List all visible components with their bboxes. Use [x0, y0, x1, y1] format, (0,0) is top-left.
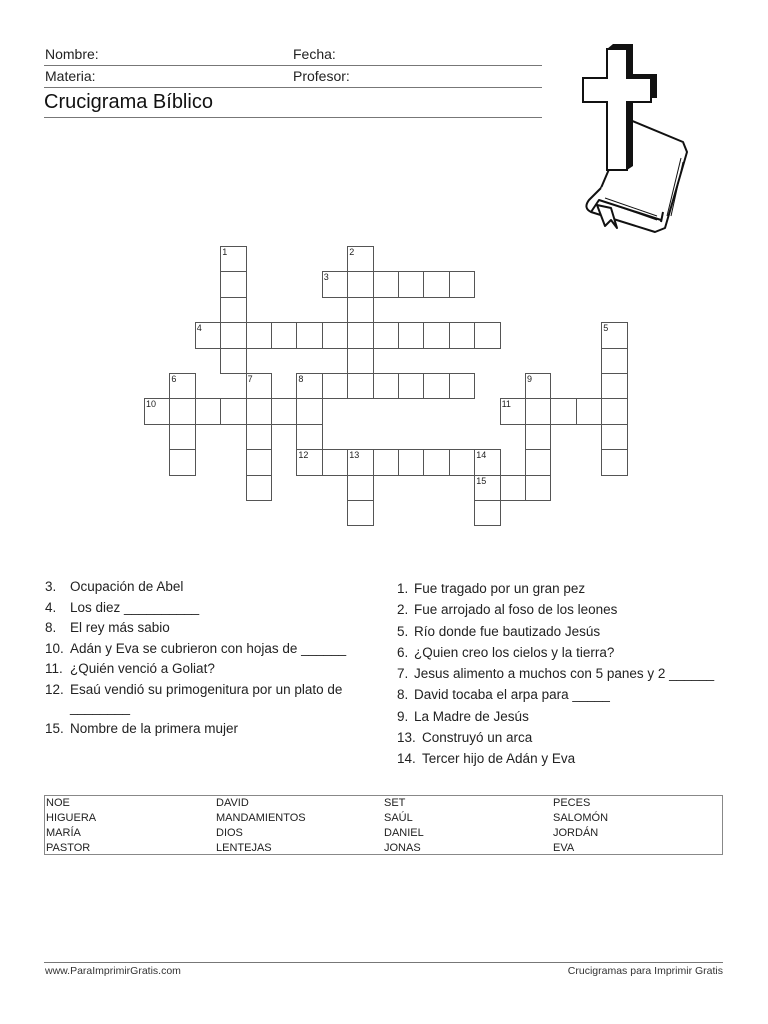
clue-across-10: 10. Adán y Eva se cubrieron con hojas de ______ — [45, 640, 347, 656]
crossword-cell[interactable] — [220, 348, 246, 374]
word-bank-word: JONAS — [384, 842, 421, 854]
crossword-cell[interactable] — [220, 271, 246, 297]
clue-down-7: 7. Jesus alimento a muchos con 5 panes y 2 ______ — [397, 666, 715, 682]
crossword-cell[interactable] — [246, 373, 272, 399]
crossword-cell[interactable] — [474, 322, 500, 348]
nombre-label: Nombre: — [45, 46, 99, 62]
profesor-label: Profesor: — [293, 68, 350, 84]
crossword-cell[interactable] — [525, 449, 551, 475]
crossword-cell[interactable] — [601, 424, 627, 450]
crossword-cell[interactable] — [525, 424, 551, 450]
clue-down-5: 5. Río donde fue bautizado Jesús — [397, 623, 601, 639]
crossword-cell[interactable] — [347, 373, 373, 399]
footer-divider — [44, 962, 723, 963]
clue-down-13: 13. Construyó un arca — [397, 730, 533, 746]
clue-number: 5 — [603, 323, 609, 334]
crossword-cell[interactable] — [322, 271, 348, 297]
crossword-cell[interactable] — [398, 373, 424, 399]
crossword-cell[interactable] — [347, 475, 373, 501]
divider — [44, 65, 542, 66]
clue-down-8: 8. David tocaba el arpa para _____ — [397, 687, 610, 703]
crossword-cell[interactable] — [373, 373, 399, 399]
clue-across-15: 15. Nombre de la primera mujer — [45, 720, 239, 736]
clue-down-6: 6. ¿Quien creo los cielos y la tierra? — [397, 644, 615, 660]
crossword-cell[interactable] — [474, 475, 500, 501]
crossword-cell[interactable] — [449, 449, 475, 475]
crossword-cell[interactable] — [347, 297, 373, 323]
clue-across-4: 4. Los diez __________ — [45, 599, 200, 615]
word-bank-word: MARÍA — [46, 827, 81, 839]
clue-number: 1 — [222, 247, 228, 257]
footer-website: www.ParaImprimirGratis.com — [45, 965, 181, 977]
crossword-cell[interactable] — [246, 475, 272, 501]
crossword-cell[interactable] — [246, 322, 272, 348]
crossword-cell[interactable] — [398, 271, 424, 297]
clue-number: 12 — [298, 450, 309, 461]
clue-down-1: 1. Fue tragado por un gran pez — [397, 581, 586, 596]
clue-number: 6 — [171, 374, 177, 384]
clues-across — [45, 577, 385, 739]
crossword-cell[interactable] — [169, 424, 195, 450]
word-bank-word: HIGUERA — [46, 812, 97, 824]
crossword-cell[interactable] — [220, 398, 246, 424]
clue-down-14: 14. Tercer hijo de Adán y Eva — [397, 751, 576, 767]
crossword-cell[interactable] — [373, 271, 399, 297]
crossword-cell[interactable] — [347, 246, 373, 272]
clue-number: 3 — [323, 272, 329, 283]
word-bank-word: DIOS — [216, 827, 243, 839]
word-bank-column — [216, 796, 306, 856]
crossword-cell[interactable] — [220, 322, 246, 348]
crossword-cell[interactable] — [195, 398, 221, 424]
crossword-cell[interactable] — [246, 398, 272, 424]
crossword-cell[interactable] — [550, 398, 576, 424]
crossword-cell[interactable] — [449, 322, 475, 348]
clue-down-9: 9. La Madre de Jesús — [397, 708, 529, 724]
clue-number: 4 — [196, 323, 202, 334]
crossword-grid — [144, 246, 654, 536]
crossword-cell[interactable] — [423, 322, 449, 348]
crossword-cell[interactable] — [474, 449, 500, 475]
clues-down — [397, 578, 737, 770]
crossword-cell[interactable] — [246, 424, 272, 450]
word-bank-word: NOE — [46, 797, 70, 809]
crossword-cell[interactable] — [347, 348, 373, 374]
crossword-cell[interactable] — [296, 373, 322, 399]
page-title: Crucigrama Bíblico — [44, 91, 213, 113]
crossword-cell[interactable] — [195, 322, 221, 348]
crossword-cell[interactable] — [169, 398, 195, 424]
clue-across-12: 12. Esaú vendió su primogenitura por un plato de — [45, 681, 343, 697]
crossword-cell[interactable] — [500, 475, 526, 501]
word-bank — [44, 795, 723, 855]
clue-number: 11 — [501, 399, 511, 410]
clue-across-8: 8. El rey más sabio — [45, 620, 170, 635]
word-bank-word: SALOMÓN — [553, 812, 609, 824]
crossword-cell[interactable] — [271, 398, 297, 424]
crossword-cell[interactable] — [296, 322, 322, 348]
clue-number: 8 — [298, 374, 304, 384]
crossword-cell[interactable] — [296, 398, 322, 424]
clue-number: 7 — [247, 374, 253, 384]
crossword-cell[interactable] — [398, 449, 424, 475]
fecha-label: Fecha: — [293, 46, 336, 62]
crossword-cell[interactable] — [169, 373, 195, 399]
word-bank-word: DAVID — [216, 797, 249, 809]
crossword-cell[interactable] — [220, 246, 246, 272]
clue-number: 13 — [349, 450, 360, 461]
crossword-cell[interactable] — [525, 398, 551, 424]
crossword-cell[interactable] — [449, 271, 475, 297]
word-bank-column — [46, 796, 96, 856]
crossword-cell[interactable] — [322, 373, 348, 399]
clue-down-2: 2. Fue arrojado al foso de los leones — [397, 602, 618, 618]
crossword-cell[interactable] — [601, 322, 627, 348]
crossword-cell[interactable] — [423, 271, 449, 297]
word-bank-column — [384, 796, 424, 856]
crossword-cell[interactable] — [525, 373, 551, 399]
crossword-cell[interactable] — [398, 322, 424, 348]
crossword-cell[interactable] — [347, 322, 373, 348]
word-bank-word: MANDAMIENTOS — [216, 812, 306, 824]
word-bank-word: SAÚL — [384, 812, 413, 824]
crossword-cell[interactable] — [601, 449, 627, 475]
clue-number: 9 — [527, 374, 533, 384]
crossword-cell[interactable] — [500, 398, 526, 424]
crossword-cell[interactable] — [271, 322, 297, 348]
crossword-cell[interactable] — [423, 449, 449, 475]
crossword-cell[interactable] — [601, 373, 627, 399]
materia-label: Materia: — [45, 68, 96, 84]
crossword-cell[interactable] — [525, 475, 551, 501]
word-bank-word: JORDÁN — [553, 827, 599, 839]
word-bank-word: EVA — [553, 842, 575, 854]
word-bank-word: LENTEJAS — [216, 842, 272, 854]
crossword-cell[interactable] — [144, 398, 170, 424]
clue-across-11: 11. ¿Quién venció a Goliat? — [45, 661, 215, 676]
crossword-cell[interactable] — [296, 449, 322, 475]
crossword-cell[interactable] — [576, 398, 602, 424]
divider — [44, 87, 542, 88]
clue-across-3: 3. Ocupación de Abel — [45, 579, 184, 594]
crossword-cell[interactable] — [601, 348, 627, 374]
crossword-cell[interactable] — [373, 449, 399, 475]
clue-number: 14 — [476, 450, 487, 461]
word-bank-word: PECES — [553, 797, 591, 809]
word-bank-word: DANIEL — [384, 827, 424, 839]
crossword-cell[interactable] — [347, 271, 373, 297]
crossword-cell[interactable] — [474, 500, 500, 526]
crossword-cell[interactable] — [296, 424, 322, 450]
crossword-cell[interactable] — [601, 398, 627, 424]
clue-across-12-blank: ________ — [70, 700, 131, 715]
divider — [44, 117, 542, 118]
crossword-cell[interactable] — [169, 449, 195, 475]
crossword-cell[interactable] — [322, 449, 348, 475]
clue-number: 2 — [349, 247, 355, 257]
crossword-cell[interactable] — [347, 449, 373, 475]
footer-tagline: Crucigramas para Imprimir Gratis — [567, 965, 723, 977]
word-bank-word: SET — [384, 797, 406, 809]
word-bank-word: PASTOR — [46, 842, 91, 854]
crossword-cell[interactable] — [246, 449, 272, 475]
crossword-cell[interactable] — [220, 297, 246, 323]
crossword-cell[interactable] — [322, 322, 348, 348]
crossword-cell[interactable] — [373, 322, 399, 348]
clue-number: 15 — [476, 475, 487, 486]
clue-number: 10 — [146, 399, 157, 410]
cross-on-bible-icon — [575, 40, 695, 235]
word-bank-column — [553, 796, 608, 856]
crossword-cell[interactable] — [423, 373, 449, 399]
crossword-cell[interactable] — [347, 500, 373, 526]
crossword-cell[interactable] — [449, 373, 475, 399]
